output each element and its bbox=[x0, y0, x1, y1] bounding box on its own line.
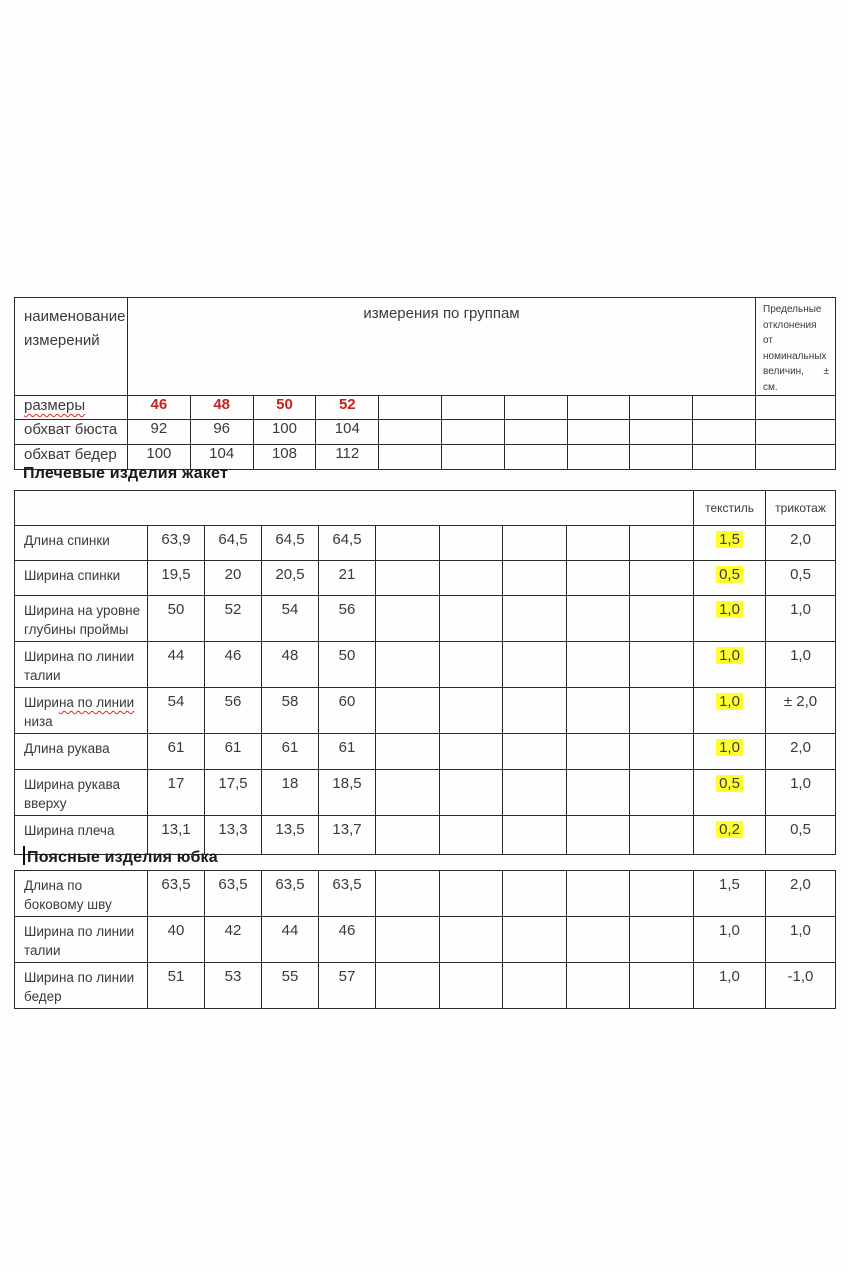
measure-value: 96 bbox=[190, 420, 253, 445]
measure-value: 64,5 bbox=[262, 526, 319, 561]
empty-cell bbox=[376, 816, 440, 855]
measure-value: 104 bbox=[316, 420, 379, 445]
empty-cell bbox=[630, 561, 694, 596]
empty-cell bbox=[693, 396, 756, 420]
knit-tolerance: 0,5 bbox=[766, 816, 836, 855]
measure-value: 104 bbox=[190, 445, 253, 470]
empty-cell bbox=[567, 445, 630, 470]
measure-value: 56 bbox=[319, 596, 376, 642]
measurement-label: Ширина рукава вверху bbox=[15, 770, 148, 816]
measure-value: 61 bbox=[319, 734, 376, 770]
empty-cell bbox=[693, 445, 756, 470]
column-header-textile: текстиль bbox=[694, 491, 766, 526]
table-row bbox=[15, 871, 836, 917]
empty-cell bbox=[566, 770, 630, 816]
highlighted-value: 1,0 bbox=[716, 739, 743, 756]
column-header-knitwear: трикотаж bbox=[766, 491, 836, 526]
empty-cell bbox=[630, 816, 694, 855]
measure-value: 61 bbox=[205, 734, 262, 770]
section-title-skirt bbox=[23, 846, 218, 867]
section-title-jacket: Плечевые изделия жакет bbox=[23, 465, 228, 482]
empty-cell bbox=[376, 871, 440, 917]
measure-value: 54 bbox=[148, 688, 205, 734]
empty-cell bbox=[441, 420, 504, 445]
empty-cell bbox=[504, 396, 567, 420]
measure-value: 100 bbox=[253, 420, 316, 445]
textile-tolerance bbox=[694, 816, 766, 855]
measure-value: 17,5 bbox=[205, 770, 262, 816]
empty-cell bbox=[756, 445, 836, 470]
table-row bbox=[15, 420, 836, 445]
measure-value: 13,3 bbox=[205, 816, 262, 855]
table-row bbox=[15, 734, 836, 770]
knit-tolerance: ± 2,0 bbox=[766, 688, 836, 734]
empty-cell bbox=[379, 420, 442, 445]
empty-cell bbox=[503, 526, 567, 561]
table-row bbox=[15, 642, 836, 688]
empty-cell bbox=[630, 688, 694, 734]
sizes-table bbox=[14, 297, 836, 470]
empty-cell bbox=[439, 596, 503, 642]
empty-cell bbox=[566, 561, 630, 596]
empty-cell bbox=[439, 917, 503, 963]
empty-cell bbox=[376, 963, 440, 1009]
empty-cell bbox=[630, 420, 693, 445]
textile-tolerance bbox=[694, 688, 766, 734]
header-measurements-by-groups: измерения по группам bbox=[128, 298, 756, 396]
empty-cell bbox=[439, 688, 503, 734]
empty-cell bbox=[566, 642, 630, 688]
empty-cell bbox=[439, 561, 503, 596]
measure-value: 19,5 bbox=[148, 561, 205, 596]
empty-cell bbox=[379, 396, 442, 420]
empty-cell bbox=[566, 917, 630, 963]
measure-value: 50 bbox=[319, 642, 376, 688]
table-row bbox=[15, 561, 836, 596]
measure-value: 63,5 bbox=[148, 871, 205, 917]
empty-cell bbox=[441, 396, 504, 420]
empty-cell bbox=[630, 396, 693, 420]
measure-value: 13,1 bbox=[148, 816, 205, 855]
table-row bbox=[15, 298, 836, 396]
size-value: 46 bbox=[128, 396, 191, 420]
measure-value: 13,7 bbox=[319, 816, 376, 855]
measure-value: 40 bbox=[148, 917, 205, 963]
knit-tolerance: 1,0 bbox=[766, 770, 836, 816]
measurement-label: обхват бюста bbox=[15, 420, 128, 445]
knit-tolerance: 2,0 bbox=[765, 871, 835, 917]
empty-cell bbox=[376, 526, 440, 561]
empty-cell bbox=[567, 396, 630, 420]
knit-tolerance: 1,0 bbox=[766, 642, 836, 688]
empty-cell bbox=[630, 642, 694, 688]
measure-value: 44 bbox=[148, 642, 205, 688]
measure-value: 92 bbox=[128, 420, 191, 445]
empty-cell bbox=[630, 871, 694, 917]
measure-value: 44 bbox=[262, 917, 319, 963]
empty-cell bbox=[756, 420, 836, 445]
empty-cell bbox=[503, 871, 567, 917]
measurement-label bbox=[15, 396, 128, 420]
empty-cell bbox=[756, 396, 836, 420]
size-value: 48 bbox=[190, 396, 253, 420]
empty-cell bbox=[376, 596, 440, 642]
empty-cell bbox=[439, 734, 503, 770]
knit-tolerance: 2,0 bbox=[766, 526, 836, 561]
empty-cell bbox=[504, 420, 567, 445]
empty-cell bbox=[376, 561, 440, 596]
measure-value: 63,5 bbox=[319, 871, 376, 917]
textile-tolerance bbox=[694, 561, 766, 596]
measure-value: 63,9 bbox=[148, 526, 205, 561]
measure-value: 112 bbox=[316, 445, 379, 470]
empty-cell bbox=[630, 770, 694, 816]
measure-value: 55 bbox=[262, 963, 319, 1009]
highlighted-value: 0,2 bbox=[716, 821, 743, 838]
table-row bbox=[15, 396, 836, 420]
textile-tolerance bbox=[694, 596, 766, 642]
empty-cell bbox=[503, 770, 567, 816]
label-part: низа bbox=[24, 714, 53, 729]
textile-tolerance bbox=[694, 642, 766, 688]
measure-value: 46 bbox=[319, 917, 376, 963]
empty-cell bbox=[376, 770, 440, 816]
text-cursor bbox=[23, 846, 25, 865]
highlighted-value: 0,5 bbox=[716, 566, 743, 583]
table-row bbox=[15, 526, 836, 561]
empty-cell bbox=[630, 445, 693, 470]
empty-cell bbox=[503, 917, 567, 963]
measure-value: 61 bbox=[262, 734, 319, 770]
measure-value: 50 bbox=[148, 596, 205, 642]
sizes-label: размеры bbox=[24, 397, 86, 414]
measure-value: 64,5 bbox=[205, 526, 262, 561]
measure-value: 20 bbox=[205, 561, 262, 596]
measure-value: 58 bbox=[262, 688, 319, 734]
measure-value: 63,5 bbox=[262, 871, 319, 917]
empty-cell bbox=[567, 420, 630, 445]
measure-value: 57 bbox=[319, 963, 376, 1009]
textile-tolerance bbox=[694, 526, 766, 561]
measure-value: 54 bbox=[262, 596, 319, 642]
textile-tolerance: 1,0 bbox=[693, 963, 765, 1009]
empty-cell bbox=[503, 561, 567, 596]
empty-cell bbox=[630, 526, 694, 561]
textile-tolerance bbox=[694, 770, 766, 816]
highlighted-value: 1,0 bbox=[716, 601, 743, 618]
measurement-label: Длина спинки bbox=[15, 526, 148, 561]
measure-value: 21 bbox=[319, 561, 376, 596]
empty-cell bbox=[503, 963, 567, 1009]
measure-value: 51 bbox=[148, 963, 205, 1009]
header-name-of-measurements: наименование измерений bbox=[15, 298, 128, 396]
empty-cell bbox=[441, 445, 504, 470]
measurement-label: Ширина на уровне глубины проймы bbox=[15, 596, 148, 642]
textile-tolerance: 1,0 bbox=[693, 917, 765, 963]
table-row bbox=[15, 688, 836, 734]
measure-value: 61 bbox=[148, 734, 205, 770]
measure-value: 52 bbox=[205, 596, 262, 642]
label-part: Шири bbox=[24, 695, 59, 710]
measurement-label: Ширина плеча bbox=[15, 816, 148, 855]
empty-cell bbox=[503, 734, 567, 770]
empty-cell bbox=[503, 642, 567, 688]
label-part-misspelled: на по линии bbox=[58, 695, 135, 710]
empty-cell bbox=[566, 688, 630, 734]
measure-value: 108 bbox=[253, 445, 316, 470]
highlighted-value: 1,5 bbox=[716, 531, 743, 548]
table-row bbox=[15, 770, 836, 816]
empty-cell bbox=[504, 445, 567, 470]
textile-tolerance bbox=[694, 734, 766, 770]
empty-cell bbox=[439, 526, 503, 561]
empty-cell bbox=[566, 963, 630, 1009]
measurement-label: Ширина по линии талии bbox=[15, 642, 148, 688]
measure-value: 18,5 bbox=[319, 770, 376, 816]
measure-value: 13,5 bbox=[262, 816, 319, 855]
empty-cell bbox=[503, 816, 567, 855]
empty-cell bbox=[693, 420, 756, 445]
empty-cell bbox=[566, 816, 630, 855]
measure-value: 20,5 bbox=[262, 561, 319, 596]
measurement-label: Ширина спинки bbox=[15, 561, 148, 596]
empty-cell bbox=[439, 871, 503, 917]
section-title-text: Поясные изделия юбка bbox=[27, 849, 218, 866]
measure-value: 64,5 bbox=[319, 526, 376, 561]
measure-value: 100 bbox=[128, 445, 191, 470]
empty-cell bbox=[630, 596, 694, 642]
measure-value: 63,5 bbox=[205, 871, 262, 917]
table-row bbox=[15, 917, 836, 963]
empty-cell bbox=[566, 871, 630, 917]
empty-cell bbox=[379, 445, 442, 470]
knit-tolerance: -1,0 bbox=[765, 963, 835, 1009]
measure-value: 60 bbox=[319, 688, 376, 734]
size-value: 50 bbox=[253, 396, 316, 420]
empty-cell bbox=[439, 770, 503, 816]
table-row bbox=[15, 596, 836, 642]
skirt-table bbox=[14, 870, 836, 1009]
empty-cell bbox=[630, 963, 694, 1009]
table-row bbox=[15, 963, 836, 1009]
empty-cell bbox=[439, 816, 503, 855]
empty-cell bbox=[566, 526, 630, 561]
knit-tolerance: 2,0 bbox=[766, 734, 836, 770]
measurement-label: Ширина по линии талии bbox=[15, 917, 148, 963]
measure-value: 42 bbox=[205, 917, 262, 963]
measure-value: 48 bbox=[262, 642, 319, 688]
knit-tolerance: 0,5 bbox=[766, 561, 836, 596]
empty-cell bbox=[439, 963, 503, 1009]
measure-value: 17 bbox=[148, 770, 205, 816]
highlighted-value: 0,5 bbox=[716, 775, 743, 792]
size-value: 52 bbox=[316, 396, 379, 420]
empty-cell bbox=[503, 596, 567, 642]
empty-cell bbox=[376, 917, 440, 963]
empty-cell bbox=[566, 596, 630, 642]
empty-cell bbox=[15, 491, 694, 526]
empty-cell bbox=[376, 642, 440, 688]
textile-tolerance: 1,5 bbox=[693, 871, 765, 917]
empty-cell bbox=[503, 688, 567, 734]
measurement-label: обхват бедер bbox=[15, 445, 128, 470]
empty-cell bbox=[630, 734, 694, 770]
highlighted-value: 1,0 bbox=[716, 693, 743, 710]
measurement-label bbox=[15, 688, 148, 734]
empty-cell bbox=[566, 734, 630, 770]
empty-cell bbox=[376, 688, 440, 734]
knit-tolerance: 1,0 bbox=[765, 917, 835, 963]
measure-value: 56 bbox=[205, 688, 262, 734]
highlighted-value: 1,0 bbox=[716, 647, 743, 664]
measurement-label: Ширина по линии бедер bbox=[15, 963, 148, 1009]
empty-cell bbox=[376, 734, 440, 770]
header-limit-deviations: Предельные отклонения от номинальных величин, ± см. bbox=[756, 298, 836, 396]
measure-value: 18 bbox=[262, 770, 319, 816]
measurement-label: Длина по боковому шву bbox=[15, 871, 148, 917]
empty-cell bbox=[439, 642, 503, 688]
jacket-table bbox=[14, 490, 836, 855]
measurement-label: Длина рукава bbox=[15, 734, 148, 770]
measure-value: 53 bbox=[205, 963, 262, 1009]
table-row bbox=[15, 491, 836, 526]
measure-value: 46 bbox=[205, 642, 262, 688]
knit-tolerance: 1,0 bbox=[766, 596, 836, 642]
empty-cell bbox=[630, 917, 694, 963]
